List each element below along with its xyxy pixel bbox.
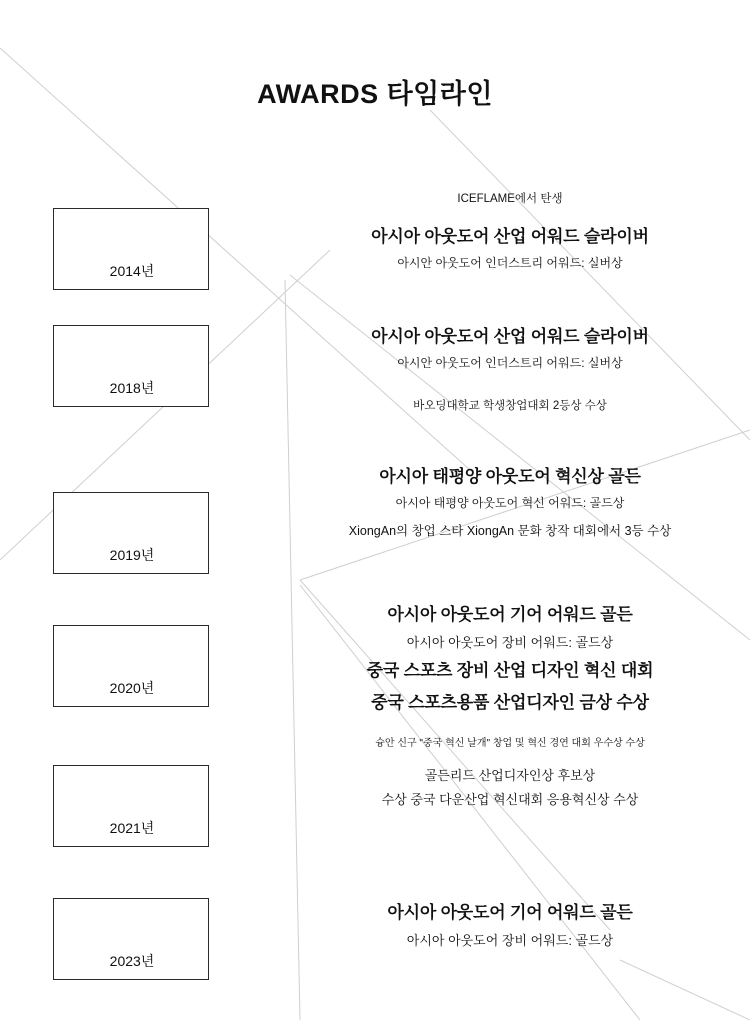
- event-title: 아시아 태평양 아웃도어 혁신상 골든: [379, 467, 641, 486]
- event-subtitle: 아시아 아웃도어 장비 어워드: 골드상: [406, 933, 614, 948]
- event-group: [300, 600, 720, 749]
- year-box: [53, 898, 209, 980]
- event-title: 중국 스포츠용품 산업디자인 금상 수상: [371, 693, 649, 712]
- event-group: [300, 190, 720, 275]
- year-box: [53, 325, 209, 407]
- event-title: 아시아 아웃도어 기어 어워드 골든: [387, 903, 633, 922]
- event-note: ICEFLAME에서 탄생: [457, 193, 563, 205]
- event-group: [300, 322, 720, 429]
- event-note: 슝안 신구 "중국 혁신 날개" 창업 및 혁신 경연 대회 우수상 수상: [375, 738, 645, 749]
- event-subtitle: 아시안 아웃도어 인더스트리 어워드: 실버상: [397, 356, 623, 370]
- event-title: 아시아 아웃도어 기어 어워드 골든: [387, 605, 633, 624]
- year-label: 2018년: [109, 380, 155, 396]
- event-subtitle: 아시안 아웃도어 인더스트리 어워드: 실버상: [397, 256, 623, 270]
- event-subtitle: 아시아 태평양 아웃도어 혁신 어워드: 골드상: [395, 496, 625, 510]
- year-box: [53, 208, 209, 290]
- event-group: [300, 898, 720, 954]
- event-subtitle: 아시아 아웃도어 장비 어워드: 골드상: [406, 635, 614, 650]
- year-box: [53, 625, 209, 707]
- event-title: 중국 스포츠 장비 산업 디자인 혁신 대회: [366, 661, 654, 680]
- year-box: [53, 765, 209, 847]
- event-subtitle: 수상 중국 다운산업 혁신대회 응용혁신상 수상: [381, 792, 639, 807]
- year-label: 2023년: [109, 953, 155, 969]
- year-label: 2020년: [109, 680, 155, 696]
- event-title: 아시아 아웃도어 산업 어워드 슬라이버: [371, 327, 649, 346]
- event-detail: XiongAn의 창업 스타 XiongAn 문화 창작 대회에서 3등 수상: [348, 524, 672, 538]
- year-label: 2021년: [109, 820, 155, 836]
- year-label: 2014년: [109, 263, 155, 279]
- event-title: 골든리드 산업디자인상 후보상: [424, 768, 596, 783]
- event-group: [300, 765, 720, 813]
- event-note: 바오딩대학교 학생창업대회 2등상 수상: [413, 400, 607, 412]
- event-title: 아시아 아웃도어 산업 어워드 슬라이버: [371, 227, 649, 246]
- year-box: [53, 492, 209, 574]
- event-group: [300, 462, 720, 541]
- year-label: 2019년: [109, 547, 155, 563]
- page-title: AWARDS 타임라인: [257, 79, 493, 109]
